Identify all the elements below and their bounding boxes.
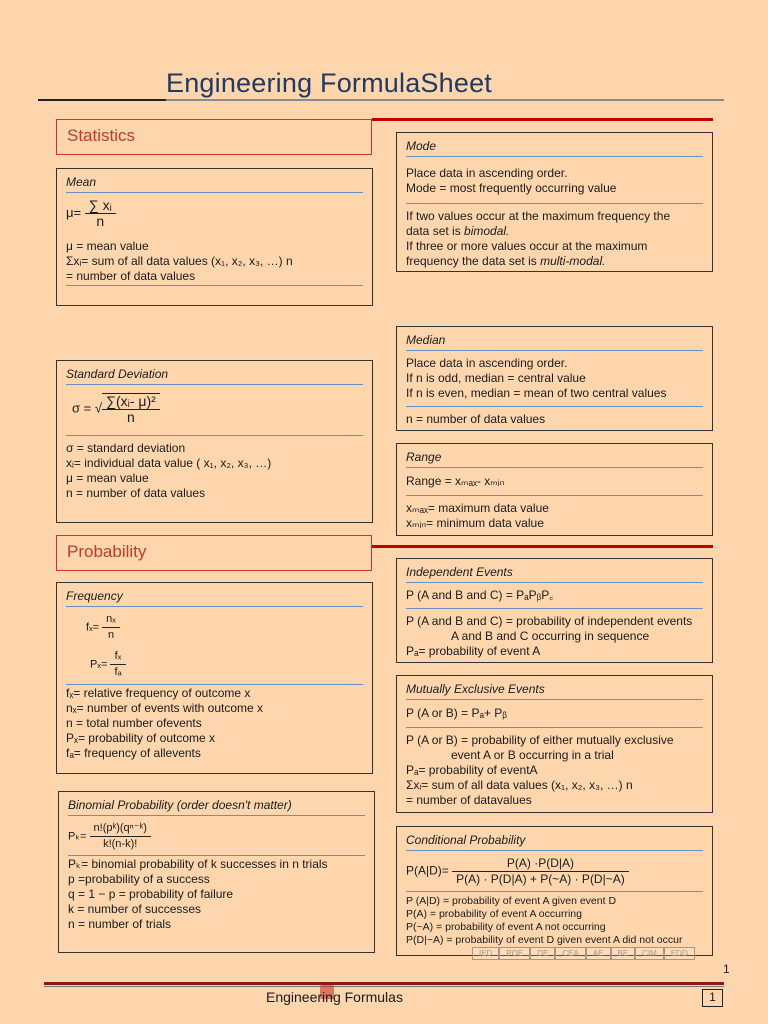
card-mutual-title: Mutually Exclusive Events — [406, 682, 703, 700]
conditional-formula — [406, 856, 703, 887]
frequency-def: fₐ= frequency of allevents — [66, 746, 201, 760]
mean-def: Σxᵢ= sum of all data values (x₁, x₂, x₃, …) n — [66, 254, 293, 268]
divider — [66, 684, 363, 685]
range-formula: Range = xₘₐₓ- xₘᵢₙ — [406, 474, 505, 488]
conditional-denominator: P(A) · P(D|A) + P(~A) · P(D|~A) — [452, 871, 629, 887]
frequency-f1-den: n — [102, 627, 120, 643]
binomial-numerator: n!(pᵏ)(qⁿ⁻ᵏ) — [93, 822, 147, 834]
card-mean-title: Mean — [66, 175, 363, 193]
course-tag: BE — [611, 947, 636, 960]
frequency-def: n = total number ofevents — [66, 716, 202, 730]
range-def: xₘᵢₙ= minimum data value — [406, 516, 544, 530]
course-tag: CIM — [635, 947, 664, 960]
mutual-formula: P (A or B) = Pₐ+ Pᵦ — [406, 706, 507, 720]
course-tags — [472, 947, 695, 960]
frequency-def: fₓ= relative frequency of outcome x — [66, 686, 251, 700]
conditional-fraction — [452, 856, 629, 887]
card-independent-events — [396, 558, 713, 663]
card-std-dev — [56, 360, 373, 523]
stddev-numerator: ∑(xᵢ- μ)² — [105, 393, 156, 409]
divider — [406, 727, 703, 728]
mutual-line: Pₐ= probability of eventA — [406, 763, 538, 777]
card-mode — [396, 132, 713, 272]
mode-multimodal: multi-modal. — [540, 254, 606, 268]
mean-denominator: n — [85, 213, 116, 229]
card-conditional — [396, 826, 713, 956]
divider — [406, 608, 703, 609]
conditional-numerator: P(A) ·P(D|A) — [506, 856, 574, 870]
course-tag: POE — [499, 947, 530, 960]
card-range-title: Range — [406, 450, 703, 468]
card-mode-title: Mode — [406, 139, 703, 157]
mutual-line: Σxᵢ= sum of all data values (x₁, x₂, x₃, …) n — [406, 778, 633, 792]
divider — [66, 435, 363, 436]
footer-rule-thin — [44, 986, 724, 987]
section-probability-rule — [372, 545, 713, 548]
binomial-def: p =probability of a success — [68, 872, 210, 886]
conditional-def: P(A) = probability of event A occurring — [406, 908, 582, 920]
stddev-def: σ = standard deviation — [66, 441, 186, 455]
independent-line: P (A and B and C) = probability of independent events — [406, 614, 693, 628]
footer-rule — [44, 982, 724, 985]
frequency-f2-lhs: Pₓ= — [90, 658, 108, 671]
card-frequency — [56, 582, 373, 774]
section-statistics-rule — [372, 118, 713, 121]
binomial-fraction — [90, 821, 151, 852]
conditional-lhs: P(A|D)= — [406, 863, 449, 878]
binomial-formula — [68, 821, 365, 852]
divider — [68, 855, 365, 856]
footer-text: Engineering Formulas — [266, 989, 403, 1005]
mode-line: If two values occur at the maximum frequency the — [406, 209, 671, 223]
divider — [406, 203, 703, 204]
card-std-dev-title: Standard Deviation — [66, 367, 363, 385]
binomial-def: q = 1 − p = probability of failure — [68, 887, 234, 901]
card-binomial-title: Binomial Probability (order doesn't matter) — [68, 798, 365, 816]
page-number: 1 — [702, 989, 723, 1007]
binomial-lhs: Pₖ= — [68, 830, 87, 843]
card-independent-title: Independent Events — [406, 565, 703, 583]
frequency-f1-num: nₓ — [106, 613, 116, 625]
card-conditional-title: Conditional Probability — [406, 833, 703, 851]
binomial-def: n = number of trials — [68, 917, 172, 931]
conditional-def: P (A|D) = probability of event A given event D — [406, 895, 617, 907]
section-probability-label: Probability — [67, 542, 147, 561]
frequency-def: Pₓ= probability of outcome x — [66, 731, 216, 745]
frequency-def: nₓ= number of events with outcome x — [66, 701, 264, 715]
frequency-f1-lhs: fₓ= — [86, 621, 100, 634]
median-line: If n is even, median = mean of two central values — [406, 386, 667, 400]
frequency-f2-fraction — [110, 649, 125, 680]
card-mean — [56, 168, 373, 306]
section-statistics — [56, 119, 372, 155]
stddev-def: μ = mean value — [66, 471, 149, 485]
median-def: n = number of data values — [406, 412, 546, 426]
mode-line: If three or more values occur at the maximum — [406, 239, 648, 253]
frequency-f2-den: fₐ — [110, 664, 125, 680]
binomial-def: Pₖ= binomial probability of k successes in n trials — [68, 857, 328, 871]
mean-formula — [66, 198, 363, 229]
mode-line — [406, 224, 703, 239]
stddev-lhs: σ = √ — [72, 400, 102, 416]
card-binomial — [58, 791, 375, 953]
mode-text: frequency the data set is — [406, 254, 541, 268]
independent-line: A and B and C occurring in sequence — [451, 629, 650, 643]
title-underline — [38, 99, 168, 101]
conditional-def: P(D|~A) = probability of event D given event A did not occur — [406, 934, 683, 946]
card-mutually-exclusive — [396, 675, 713, 813]
course-tag: DE — [530, 947, 555, 960]
stddev-def: n = number of data values — [66, 486, 206, 500]
section-probability — [56, 535, 372, 571]
card-median-title: Median — [406, 333, 703, 351]
median-line: If n is odd, median = central value — [406, 371, 586, 385]
card-frequency-title: Frequency — [66, 589, 363, 607]
mode-line — [406, 254, 703, 269]
frequency-f1-fraction — [102, 612, 120, 643]
independent-formula: P (A and B and C) = PₐPᵦP꜀ — [406, 588, 554, 602]
card-range — [396, 443, 713, 536]
page-title: Engineering FormulaSheet — [166, 68, 492, 98]
divider — [406, 406, 703, 407]
frequency-f2-num: fₓ — [114, 650, 122, 662]
course-tag: CEA — [555, 947, 585, 960]
stddev-denominator: n — [102, 409, 160, 425]
mutual-line: P (A or B) = probability of either mutually exclusive — [406, 733, 674, 747]
mean-fraction — [85, 198, 116, 229]
mode-bimodal: bimodal. — [464, 224, 510, 238]
stddev-fraction — [102, 393, 160, 425]
mean-def: = number of data values — [66, 269, 363, 286]
section-statistics-label: Statistics — [67, 126, 136, 145]
course-tag: AE — [586, 947, 611, 960]
range-def: xₘₐₓ= maximum data value — [406, 501, 549, 515]
page-number-top: 1 — [723, 962, 730, 976]
mode-line: Mode = most frequently occurring value — [406, 181, 617, 195]
course-tag: EDD — [664, 947, 695, 960]
mode-text: data set is — [406, 224, 465, 238]
frequency-formula-1 — [86, 612, 363, 643]
stddev-formula — [72, 393, 363, 425]
mean-def: μ = mean value — [66, 239, 149, 253]
mutual-line: event A or B occurring in a trial — [451, 748, 614, 762]
title-rule — [166, 99, 724, 101]
mean-lhs: μ= — [66, 204, 82, 220]
mode-line: Place data in ascending order. — [406, 166, 568, 180]
stddev-def: xᵢ= individual data value ( x₁, x₂, x₃, …) — [66, 456, 272, 470]
independent-line: Pₐ= probability of event A — [406, 644, 541, 658]
frequency-formula-2 — [90, 649, 363, 680]
divider — [406, 891, 703, 892]
card-median — [396, 326, 713, 431]
mutual-line: = number of datavalues — [406, 793, 532, 807]
course-tag: IED — [472, 947, 499, 960]
mean-numerator: ∑ xᵢ — [88, 197, 112, 213]
median-line: Place data in ascending order. — [406, 356, 568, 370]
divider — [406, 495, 703, 496]
binomial-def: k = number of successes — [68, 902, 202, 916]
conditional-def: P(~A) = probability of event A not occurring — [406, 921, 606, 933]
binomial-denominator: k!(n-k)! — [90, 836, 151, 852]
